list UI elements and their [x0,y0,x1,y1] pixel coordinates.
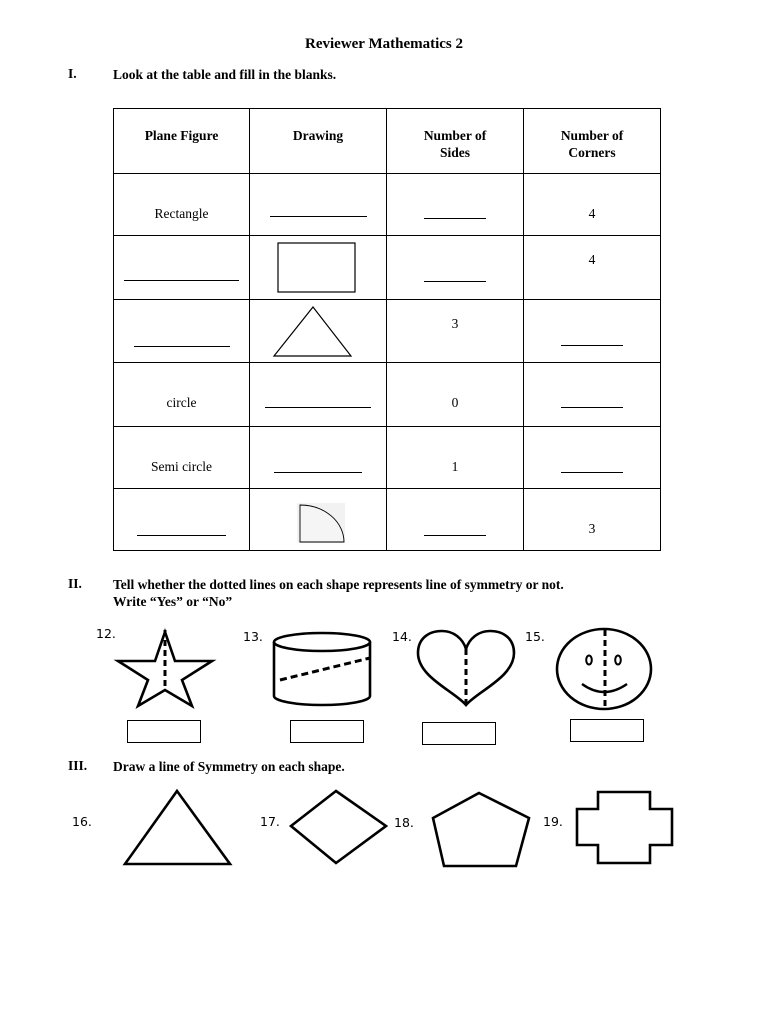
section-3-instruction: Draw a line of Symmetry on each shape. [113,759,345,774]
sides-blank[interactable] [424,218,486,219]
answer-box-14[interactable] [422,722,496,745]
section-2-instruction [113,576,733,610]
table-row [114,363,661,427]
page-title: Reviewer Mathematics 2 [305,36,463,52]
header-plane-figure: Plane Figure [114,109,250,174]
figure-name: Rectangle [154,206,209,221]
sides-cell[interactable] [387,236,524,300]
figure-name: Semi circle [150,459,213,474]
table-row [114,427,661,489]
corners-value: 4 [588,206,596,221]
figure-name-cell [114,363,250,427]
plane-figures-table [113,108,661,551]
corners-cell [524,236,661,300]
rectangle-icon [277,242,357,294]
item-16-label: 16. [72,814,92,829]
item-19-label: 19. [543,814,563,829]
drawing-cell[interactable] [250,363,387,427]
corners-blank[interactable] [561,345,623,346]
corners-value: 3 [588,521,596,536]
smiley-face-icon [554,626,654,712]
answer-box-15[interactable] [570,719,644,742]
cylinder-icon [270,630,376,708]
heart-icon [414,629,520,709]
section-2-number: II. [68,576,82,591]
sides-blank[interactable] [424,281,486,282]
figure-name-cell[interactable] [114,236,250,300]
sides-value: 1 [451,459,459,474]
item-18-label: 18. [394,815,414,830]
sides-cell[interactable] [387,174,524,236]
figure-name-cell[interactable] [114,489,250,551]
figure-name-blank[interactable] [137,535,226,536]
pentagon-icon[interactable] [430,790,532,870]
item-12-label: 12. [96,626,116,641]
section-1-number: I. [68,66,77,81]
sides-cell [387,427,524,489]
drawing-cell[interactable] [250,174,387,236]
drawing-cell [250,489,387,551]
figure-name-cell [114,427,250,489]
sides-blank[interactable] [424,535,486,536]
section-1-instruction: Look at the table and fill in the blanks. [113,67,337,82]
section-3-number: III. [68,758,88,773]
item-15-label: 15. [525,629,545,644]
drawing-blank[interactable] [265,407,371,408]
figure-name-blank[interactable] [124,280,239,281]
drawing-cell [250,300,387,363]
drawing-cell[interactable] [250,427,387,489]
answer-box-13[interactable] [290,720,364,743]
quarter-circle-icon [297,503,345,543]
corners-blank[interactable] [561,407,623,408]
header-number-of-corners: Number of Corners [524,109,661,174]
corners-cell[interactable] [524,300,661,363]
star-icon [112,628,218,708]
table-row [114,236,661,300]
item-17-label: 17. [260,814,280,829]
diamond-icon[interactable] [288,788,390,866]
answer-box-12[interactable] [127,720,201,743]
corners-cell [524,489,661,551]
item-13-label: 13. [243,629,263,644]
corners-cell[interactable] [524,363,661,427]
corners-blank[interactable] [561,472,623,473]
figure-name-cell[interactable] [114,300,250,363]
cross-icon[interactable] [574,789,676,867]
corners-cell [524,174,661,236]
sides-cell [387,300,524,363]
section-2-line-2: Write “Yes” or “No” [113,594,233,609]
table-header-row [114,109,661,174]
figure-name-blank[interactable] [134,346,230,347]
corners-cell[interactable] [524,427,661,489]
drawing-blank[interactable] [274,472,362,473]
header-number-of-sides: Number of Sides [387,109,524,174]
sides-cell[interactable] [387,489,524,551]
triangle-icon [272,305,354,359]
triangle-icon[interactable] [122,788,234,868]
figure-name-cell [114,174,250,236]
header-drawing: Drawing [250,109,387,174]
item-14-label: 14. [392,629,412,644]
figure-name: circle [166,395,197,410]
section-2-line-1: Tell whether the dotted lines on each shape represents line of symmetry or not. [113,577,564,592]
table-row [114,489,661,551]
drawing-blank[interactable] [270,216,367,217]
drawing-cell [250,236,387,300]
table-row [114,300,661,363]
sides-cell [387,363,524,427]
sides-value: 0 [451,395,459,410]
table-row [114,174,661,236]
corners-value: 4 [588,252,596,267]
sides-value: 3 [451,316,459,331]
